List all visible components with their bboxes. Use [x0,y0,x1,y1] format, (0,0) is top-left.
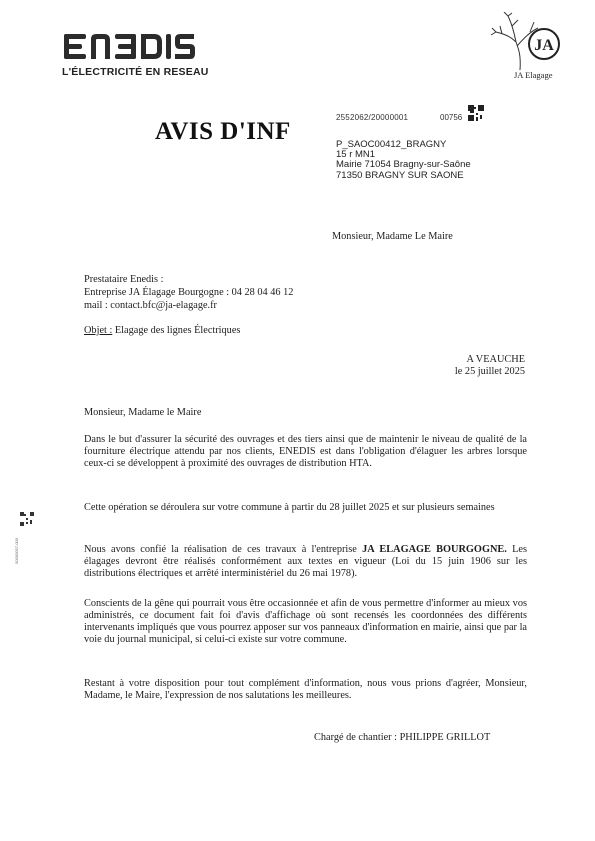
paragraph-3-intro: Nous avons confié la réalisation de ces travaux à l'entreprise [84,544,363,555]
place-date [380,354,525,378]
recipient-line: 15 r MN1 [336,149,376,161]
enedis-tagline: L'ÉLECTRICITÉ EN RESEAU [62,66,209,78]
paragraph-2: Cette opération se déroulera sur votre commune à partir du 28 juillet 2025 et sur plusieurs semaines [84,502,495,513]
tree-icon [490,12,562,72]
paragraph-4: Conscients de la gêne qui pourrait vous être occasionnée et afin de vous permettre d'informer au mieux vos administrés, ce document fait foi d'avis d'affichage où sont recensés les coordonnées des différents intervenants impliqués que vous pourrez apposer sur vos panneaux d'information en mairie, ainsi que par la voie du journal municipal, si celui-ci existe sur votre commune. [84,598,527,645]
side-qr-code-icon [20,512,34,531]
enedis-logo [62,30,196,69]
signature: Chargé de chantier : PHILIPPE GRILLOT [314,732,491,743]
date: le 25 juillet 2025 [454,366,525,377]
recipient-line: 71350 BRAGNY SUR SAONE [336,169,464,181]
enedis-logo-mark [62,30,196,64]
subject-line [84,325,240,337]
svg-text:JA: JA [534,37,554,54]
place: A VEAUCHE [466,354,525,365]
ja-elagage-logo [490,12,562,77]
contractor-name: JA ELAGAGE BOURGOGNE. [362,544,507,555]
paragraph-1: Dans le but d'assurer la sécurité des ouvrages et des tiers ainsi que de maintenir le niveau de qualité de la fourniture électrique attendu par nos clients, ENEDIS est dans l'obligation d'élaguer les arbres lorsque ceux-ci se développent à proximité des ouvrages de distribution HTA. [84,434,527,469]
subject-label: Objet : [84,325,113,336]
paragraph-3-rest: Les élagages devront être réalisés conformément aux textes en vigueur (Loi du 15 juin 1906 sur les distributions électriques et arrêté interministériel du 26 mai 1978). [84,544,527,579]
paragraph-5: Restant à votre disposition pour tout complément d'information, nous vous prions d'agréer, Monsieur, Madame, le Maire, l'expression de nos salutations les meilleures. [84,678,527,701]
side-code: 00000057-000 [14,538,19,564]
reference-sequence: 00756 [440,113,463,122]
sender-company: Entreprise JA Élagage Bourgogne : 04 28 04 46 12 [84,287,294,298]
reference-number: 2552062/20000001 [336,113,409,122]
recipient-address [336,140,471,181]
subject-text: Elagage des lignes Électriques [114,325,241,336]
recipient-line: Mairie 71054 Bragny-sur-Saône [336,159,471,171]
sender-mail: mail : contact.bfc@ja-elagage.fr [84,300,217,311]
sender-label: Prestataire Enedis : [84,274,164,285]
qr-code-icon [468,105,484,126]
paragraph-3 [84,544,527,580]
recipient-line: P_SAOC00412_BRAGNY [336,139,447,150]
document-title: AVIS D'INF [155,118,291,145]
sender-block [84,273,293,312]
ja-elagage-label: JA Elagage [514,70,553,80]
recipient-salutation: Monsieur, Madame Le Maire [332,231,453,242]
greeting: Monsieur, Madame le Maire [84,407,202,418]
